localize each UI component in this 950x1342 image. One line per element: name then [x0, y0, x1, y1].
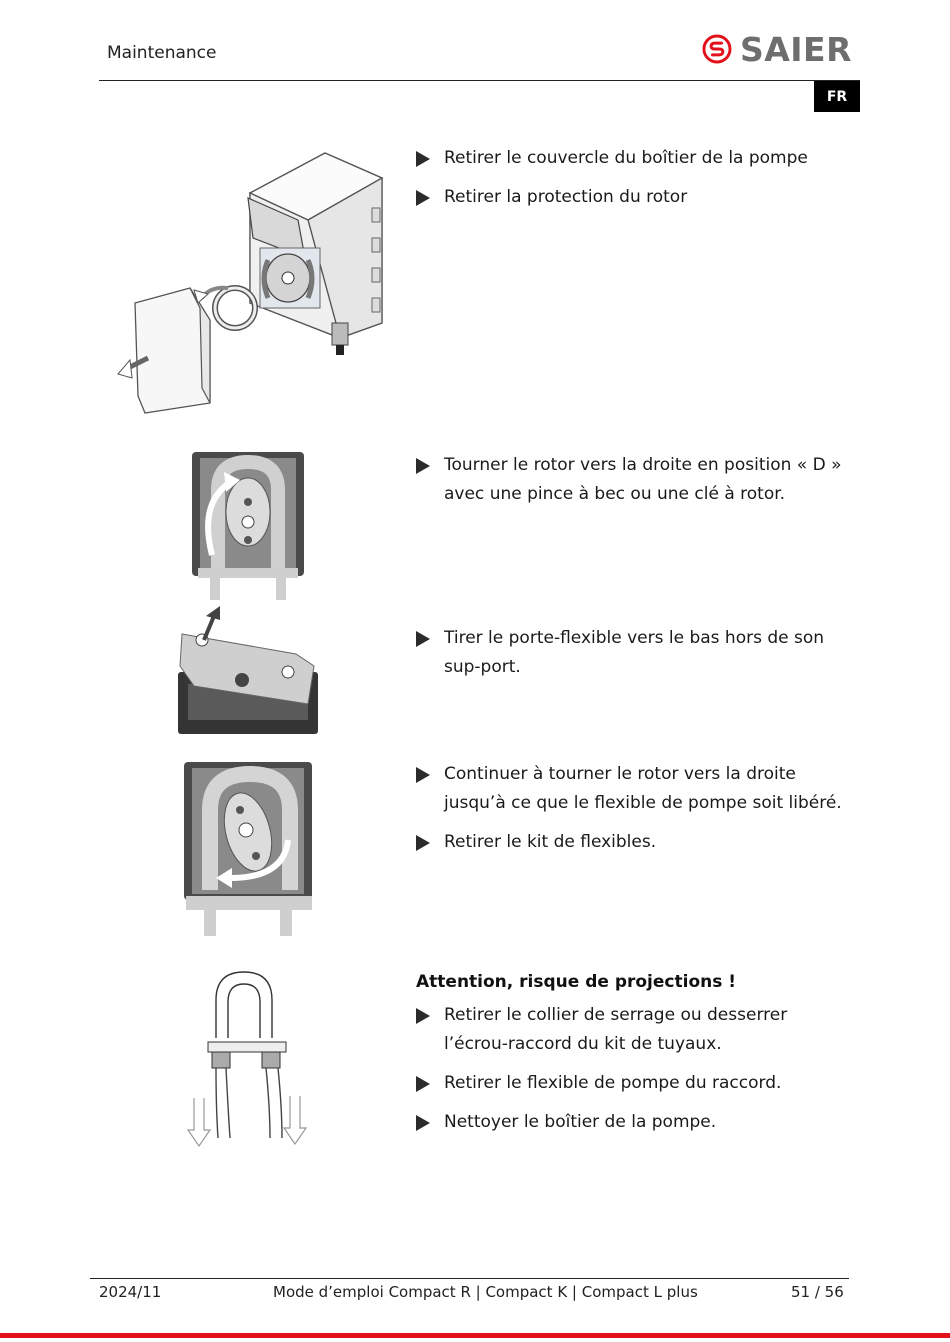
step-list-3 — [416, 624, 856, 692]
footer-manual-title: Mode d’emploi Compact R | Compact K | Compact L plus — [273, 1283, 698, 1301]
brand-logo — [702, 26, 852, 72]
rotor-release-tube-illustration — [180, 760, 316, 940]
step-item: Retirer le flexible de pompe du raccord. — [416, 1069, 856, 1098]
tube-kit-fittings-illustration — [186, 968, 310, 1150]
brand-bottom-bar — [0, 1333, 950, 1338]
bullet-triangle-icon — [416, 767, 430, 783]
warning-heading: Attention, risque de projections ! — [416, 972, 737, 992]
language-badge: FR — [814, 81, 860, 112]
step-item: Tirer le porte-flexible vers le bas hors de son sup-port. — [416, 624, 856, 682]
step-item: Continuer à tourner le rotor vers la droite jusqu’à ce que le flexible de pompe soit libéré. — [416, 760, 856, 818]
saier-logo-icon — [702, 26, 732, 72]
bullet-triangle-icon — [416, 190, 430, 206]
step-item: Nettoyer le boîtier de la pompe. — [416, 1108, 856, 1137]
step-item: Retirer le collier de serrage ou desserrer l’écrou-raccord du kit de tuyaux. — [416, 1001, 856, 1059]
header-divider — [99, 80, 860, 81]
footer-page-number: 51 / 56 — [791, 1283, 844, 1301]
step-list-5 — [416, 1001, 856, 1147]
rotor-turn-right-illustration — [190, 450, 306, 602]
step-list-4 — [416, 760, 856, 867]
footer-divider — [90, 1278, 849, 1279]
bullet-triangle-icon — [416, 151, 430, 167]
footer-date: 2024/11 — [99, 1283, 162, 1301]
step-item: Tourner le rotor vers la droite en position « D » avec une pince à bec ou une clé à rotor. — [416, 451, 856, 509]
bullet-triangle-icon — [416, 1115, 430, 1131]
tube-holder-pull-illustration — [176, 604, 321, 736]
brand-name: SAIER — [739, 29, 852, 69]
step-list-2 — [416, 451, 856, 519]
bullet-triangle-icon — [416, 1008, 430, 1024]
bullet-triangle-icon — [416, 458, 430, 474]
bullet-triangle-icon — [416, 631, 430, 647]
step-list-1 — [416, 144, 856, 222]
step-item: Retirer le kit de flexibles. — [416, 828, 856, 857]
bullet-triangle-icon — [416, 1076, 430, 1092]
bullet-triangle-icon — [416, 835, 430, 851]
step-item: Retirer la protection du rotor — [416, 183, 856, 212]
step-item: Retirer le couvercle du boîtier de la pompe — [416, 144, 856, 173]
header-title: Maintenance — [107, 43, 217, 63]
pump-housing-exploded-illustration — [110, 148, 400, 418]
